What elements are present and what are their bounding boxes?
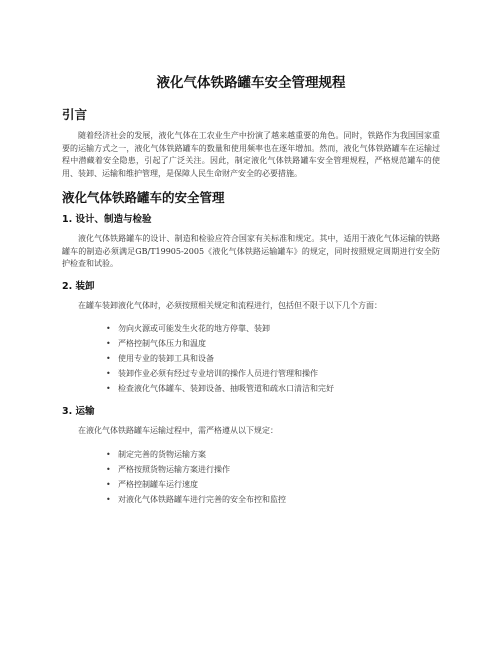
list-item (62, 462, 440, 477)
list-item-text: 装卸作业必须有经过专业培训的操作人员进行管理和操作 (118, 369, 318, 378)
subsection-transport-heading: 3. 运输 (62, 406, 95, 417)
subsection-loading-heading: 2. 装卸 (62, 280, 95, 292)
list-item (62, 447, 440, 462)
bullet-icon: • (106, 369, 111, 378)
list-item-text: 严格控制罐车运行速度 (118, 479, 198, 489)
bullet-icon: • (106, 354, 111, 363)
transport-list (62, 447, 440, 507)
bullet-icon: • (106, 464, 111, 474)
list-item-text: 严格按照货物运输方案进行操作 (118, 464, 230, 474)
list-item (62, 381, 440, 396)
subsection-design-paragraph: 液化气体铁路罐车的设计、制造和检验应符合国家有关标准和规定。其中，适用于液化气体运输的铁路罐车的制造必须满足GB/T19905-2005《液化气体铁路运输罐车》的规定，同时按照规定周期进行安全防护检查和试验。 (62, 234, 440, 268)
list-item-text: 严格控制气体压力和温度 (118, 339, 206, 348)
list-item-text: 使用专业的装卸工具和设备 (118, 354, 214, 363)
document-title: 液化气体铁路罐车安全管理规程 (156, 75, 346, 91)
list-item (62, 321, 440, 336)
list-item (62, 492, 440, 507)
subsection-design-heading: 1. 设计、制造与检验 (62, 214, 152, 225)
section-heading: 液化气体铁路罐车的安全管理 (62, 190, 225, 205)
list-item (62, 336, 440, 351)
bullet-icon: • (106, 479, 111, 489)
list-item-text: 检查液化气体罐车、装卸设备、抽吸管道和疏水口清洁和完好 (118, 384, 334, 393)
bullet-icon: • (106, 324, 111, 333)
subsection-transport-paragraph: 在液化气体铁路罐车运输过程中，需严格遵从以下规定： (78, 426, 278, 435)
list-item-text: 勿向火源或可能发生火花的地方停靠、装卸 (118, 324, 270, 333)
bullet-icon: • (106, 384, 111, 393)
list-item-text: 制定完善的货物运输方案 (118, 449, 206, 459)
list-item (62, 351, 440, 366)
bullet-icon: • (106, 494, 111, 504)
list-item (62, 366, 440, 381)
list-item-text: 对液化气体铁路罐车进行完善的安全布控和监控 (118, 494, 286, 504)
subsection-loading-paragraph: 在罐车装卸液化气体时，必须按照相关规定和流程进行，包括但不限于以下几个方面： (78, 300, 382, 310)
loading-list (62, 321, 440, 396)
intro-paragraph: 随着经济社会的发展，液化气体在工农业生产中扮演了越来越重要的角色。同时，铁路作为我国国家重要的运输方式之一，液化气体铁路罐车的数量和使用频率也在逐年增加。然而，液化气体铁路罐车在运输过程中潜藏着安全隐患，引起了广泛关注。因此，制定液化气体铁路罐车安全管理规程，严格规范罐车的使用、装卸、运输和维护管理，是保障人民生命财产安全的必要措施。 (62, 131, 440, 178)
bullet-icon: • (106, 449, 111, 459)
bullet-icon: • (106, 339, 111, 348)
intro-heading: 引言 (62, 107, 88, 122)
list-item (62, 477, 440, 492)
